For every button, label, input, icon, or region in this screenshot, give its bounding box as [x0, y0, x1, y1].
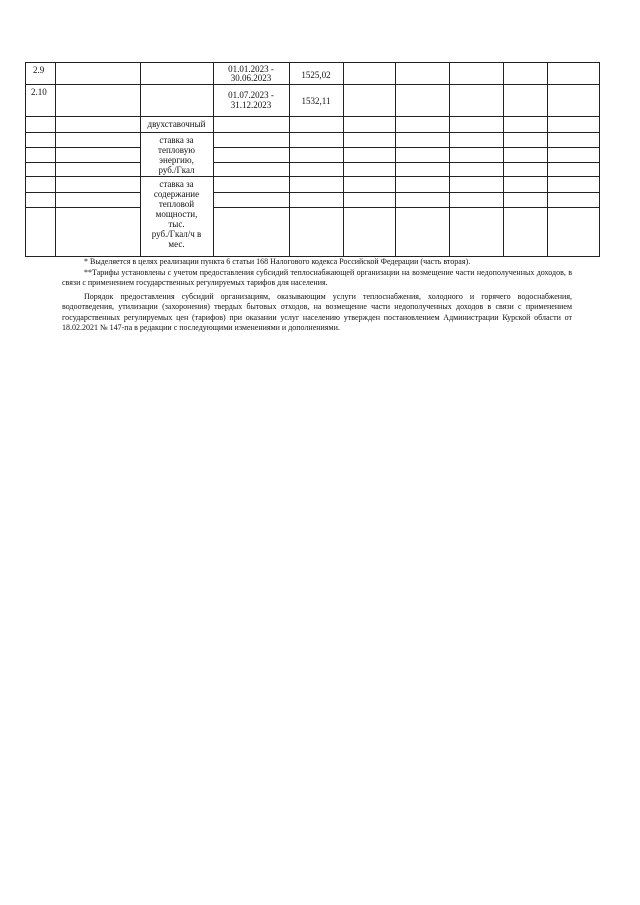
table-border-left — [25, 62, 26, 257]
tariff-value: 1525,02 — [301, 70, 331, 80]
row-number: 2.9 — [33, 65, 45, 75]
row-divider — [25, 162, 140, 163]
row-divider — [25, 207, 140, 208]
footnote-subsidy: **Тарифы установлены с учетом предоставления субсидий теплоснабжающей организации на возмещение части недополученных доходов, в связи с применением государственных регулируемых тарифов для населения. — [62, 267, 572, 287]
row-divider — [140, 176, 213, 177]
row-divider — [25, 147, 140, 148]
row-divider — [25, 192, 140, 193]
capacity-rate-label-line: тепловой — [158, 199, 195, 209]
heat-rate-label-line: тепловую — [158, 145, 195, 155]
column-divider — [449, 62, 450, 257]
row-divider — [213, 132, 600, 133]
row-divider — [140, 132, 213, 133]
row-divider — [25, 116, 600, 117]
row-divider — [25, 132, 140, 133]
subsidy-procedure-paragraph: Порядок предоставления субсидий организациям, оказывающим услуги теплоснабжения, холодного и горячего водоснабжения, водоотведения, утилизации (захоронения) твердых бытовых отходов, на возмещение части недополученных доходов в связи с применением государственных регулируемых цен (тарифов) при оказании услуг населению утвержден постановлением Администрации Курской области от 18.02.2021 № 147-па в редакции с последующими изменениями и дополнениями. — [62, 291, 572, 332]
row-divider — [25, 176, 140, 177]
column-divider — [55, 62, 56, 257]
row-divider — [213, 176, 600, 177]
column-divider — [289, 62, 290, 257]
row-divider — [25, 84, 600, 85]
capacity-rate-label-line: руб./Гкал/ч в — [151, 229, 202, 239]
heat-rate-label-line: ставка за — [159, 135, 194, 145]
capacity-rate-label-line: содержание — [153, 189, 200, 199]
column-divider — [343, 62, 344, 257]
footnotes — [62, 257, 572, 334]
column-divider — [547, 62, 548, 257]
period-start: 01.07.2023 - — [228, 90, 274, 100]
table-border-top — [25, 62, 600, 63]
heat-rate-label-line: энергию, — [159, 155, 194, 165]
period-start: 01.01.2023 - — [228, 64, 274, 74]
capacity-rate-label-line: мощности, — [155, 209, 198, 219]
row-divider — [213, 147, 600, 148]
row-divider — [213, 162, 600, 163]
tariff-value: 1532,11 — [301, 96, 331, 106]
column-divider — [395, 62, 396, 257]
tariff-table — [25, 62, 600, 257]
row-divider — [213, 192, 600, 193]
column-divider — [503, 62, 504, 257]
capacity-rate-label-line: ставка за — [159, 179, 194, 189]
row-divider — [213, 207, 600, 208]
table-border-right — [599, 62, 600, 257]
heat-rate-label-line: руб./Гкал — [158, 165, 195, 175]
footnote-vat: * Выделяется в целях реализации пункта 6 статьи 168 Налогового кодекса Российской Федерации (часть вторая). — [84, 257, 471, 266]
capacity-rate-label-line: тыс. — [168, 219, 185, 229]
period-end: 30.06.2023 — [230, 73, 272, 83]
two-part-label: двухставочный — [147, 119, 206, 129]
period-end: 31.12.2023 — [230, 100, 272, 110]
capacity-rate-label-line: мес. — [168, 239, 185, 249]
row-number: 2.10 — [31, 87, 47, 97]
